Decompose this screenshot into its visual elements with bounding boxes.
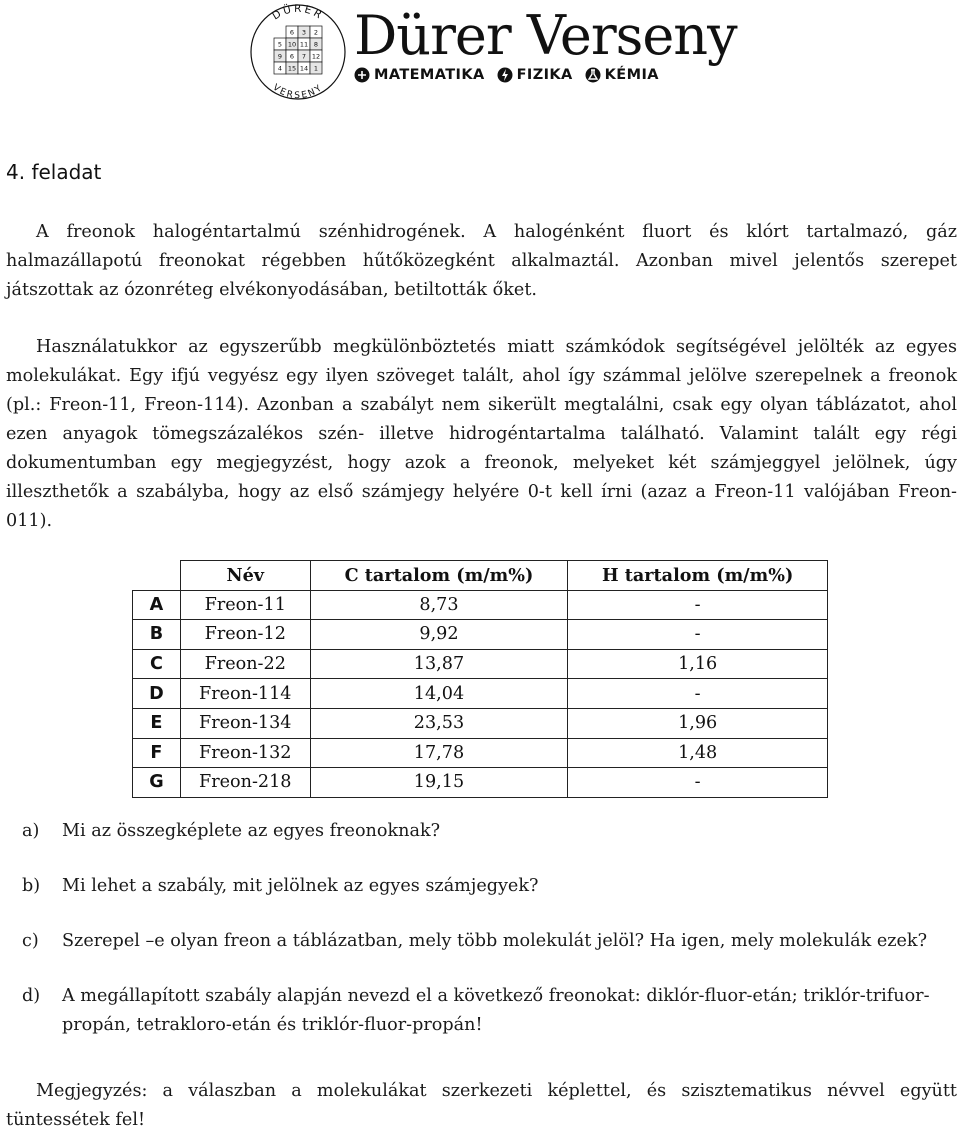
context-paragraph [6, 333, 957, 536]
table-row [133, 620, 828, 650]
physics-icon [497, 67, 513, 83]
emblem-grid-number: 6 [289, 28, 295, 37]
freon-name: Freon-132 [180, 738, 310, 768]
emblem-grid-number: 1 [313, 64, 319, 73]
subject-physics [497, 67, 573, 83]
question-label: c) [22, 931, 39, 951]
note-text: Megjegyzés: a válaszban a molekulákat szerkezeti képlettel, és szisztematikus névvel együtt tüntessétek fel! [6, 1081, 957, 1130]
table-row [133, 649, 828, 679]
h-content-value: - [568, 679, 828, 709]
header-name: Név [180, 561, 310, 591]
question-text: Szerepel –e olyan freon a táblázatban, mely több molekulát jelöl? Ha igen, mely molekulák ezek? [62, 931, 928, 951]
table-row [133, 738, 828, 768]
table-body [133, 590, 828, 797]
svg-text:VERSENY [271, 83, 326, 101]
question-list [6, 817, 957, 1040]
freon-name: Freon-22 [180, 649, 310, 679]
freon-name: Freon-134 [180, 708, 310, 738]
c-content-value: 17,78 [310, 738, 568, 768]
row-letter: C [133, 649, 181, 679]
emblem-grid-number: 9 [277, 52, 283, 61]
c-content-value: 19,15 [310, 768, 568, 798]
table-row [133, 679, 828, 709]
freon-name: Freon-114 [180, 679, 310, 709]
page-header [248, 2, 737, 102]
subject-list [354, 67, 671, 83]
intro-paragraph-text: A freonok halogéntartalmú szénhidrogének. A halogénként fluort és klórt tartalmazó, gáz halmazállapotú freonokat régebben hűtőközegként alkalmaztál. Azonban mivel jelentős szerepet játszottak az ózonréteg elvékonyodásában, betiltották őket. [6, 222, 957, 300]
magic-square-grid [274, 26, 322, 74]
emblem-grid-number: 12 [311, 52, 321, 61]
emblem-grid-number: 6 [289, 52, 295, 61]
svg-text:DÜRER [270, 2, 325, 22]
row-letter: E [133, 708, 181, 738]
subject-chemistry [585, 67, 659, 83]
subject-chemistry-label: KÉMIA [604, 67, 659, 83]
math-icon [354, 67, 370, 83]
h-content-value: - [568, 590, 828, 620]
freon-table [132, 560, 828, 798]
c-content-value: 9,92 [310, 620, 568, 650]
row-letter: F [133, 738, 181, 768]
table-corner-cell [133, 561, 181, 591]
chemistry-icon [585, 67, 601, 83]
question-text: Mi az összegképlete az egyes freonoknak? [62, 821, 441, 841]
question-label: d) [22, 986, 41, 1006]
durer-emblem-logo [248, 2, 348, 102]
emblem-bottom-text: VERSENY [270, 82, 326, 102]
question-label: a) [22, 821, 40, 841]
header-c-content: C tartalom (m/m%) [310, 561, 568, 591]
emblem-top-text: DÜRER [270, 2, 326, 23]
c-content-value: 8,73 [310, 590, 568, 620]
h-content-value: - [568, 768, 828, 798]
table-row [133, 590, 828, 620]
h-content-value: - [568, 620, 828, 650]
subject-physics-label: FIZIKA [516, 67, 573, 83]
table-row [133, 708, 828, 738]
brand-title: Dürer Verseny [354, 4, 737, 67]
subject-math [354, 67, 485, 83]
c-content-value: 14,04 [310, 679, 568, 709]
subject-math-label: MATEMATIKA [374, 67, 485, 83]
c-content-value: 13,87 [310, 649, 568, 679]
question-text: A megállapított szabály alapján nevezd el a következő freonokat: diklór-fluor-etán; triklór-trifuor-propán, tetrakloro-etán és triklór-fluor-propán! [62, 986, 930, 1035]
question-label: b) [22, 876, 41, 896]
intro-paragraph [6, 218, 957, 305]
table-header-row [133, 561, 828, 591]
header-h-content: H tartalom (m/m%) [568, 561, 828, 591]
h-content-value: 1,16 [568, 649, 828, 679]
question-item [6, 982, 957, 1040]
row-letter: D [133, 679, 181, 709]
context-paragraph-text: Használatukkor az egyszerűbb megkülönböztetés miatt számkódok segítségével jelölték az egyes molekulákat. Egy ifjú vegyész egy ilyen szöveget talált, ahol így számmal jelölve szerepelnek a freonok (pl.: Freon-11, Freon-114). Azonban a szabályt nem sikerült megtalálni, csak egy olyan táblázatot, ahol ezen anyagok tömegszázalékos szén- illetve hidrogéntartalma található. Valamint talált egy régi dokumentumban egy megjegyzést, hogy azok a freonok, melyeket két számjeggyel jelölnek, úgy illeszthetők a szabályba, hogy az első számjegy helyére 0-t kell írni (azaz a Freon-11 valójában Freon-011). [6, 337, 957, 531]
freon-name: Freon-11 [180, 590, 310, 620]
row-letter: G [133, 768, 181, 798]
c-content-value: 23,53 [310, 708, 568, 738]
emblem-grid-number: 15 [287, 64, 297, 73]
emblem-grid-number: 10 [287, 40, 297, 49]
freon-name: Freon-218 [180, 768, 310, 798]
emblem-grid-number: 11 [299, 40, 309, 49]
table-row [133, 768, 828, 798]
emblem-grid-number: 5 [277, 40, 283, 49]
question-item [6, 872, 957, 901]
question-item [6, 817, 957, 846]
freon-name: Freon-12 [180, 620, 310, 650]
question-item [6, 927, 957, 956]
task-title: 4. feladat [6, 160, 102, 184]
row-letter: A [133, 590, 181, 620]
h-content-value: 1,96 [568, 708, 828, 738]
emblem-grid-number: 2 [313, 28, 319, 37]
emblem-grid-number: 3 [301, 28, 307, 37]
row-letter: B [133, 620, 181, 650]
emblem-grid-number: 4 [277, 64, 283, 73]
note-paragraph [6, 1077, 957, 1135]
emblem-grid-number: 14 [299, 64, 309, 73]
h-content-value: 1,48 [568, 738, 828, 768]
question-text: Mi lehet a szabály, mit jelölnek az egyes számjegyek? [62, 876, 539, 896]
emblem-grid-number: 7 [301, 52, 307, 61]
emblem-grid-number: 8 [313, 40, 319, 49]
